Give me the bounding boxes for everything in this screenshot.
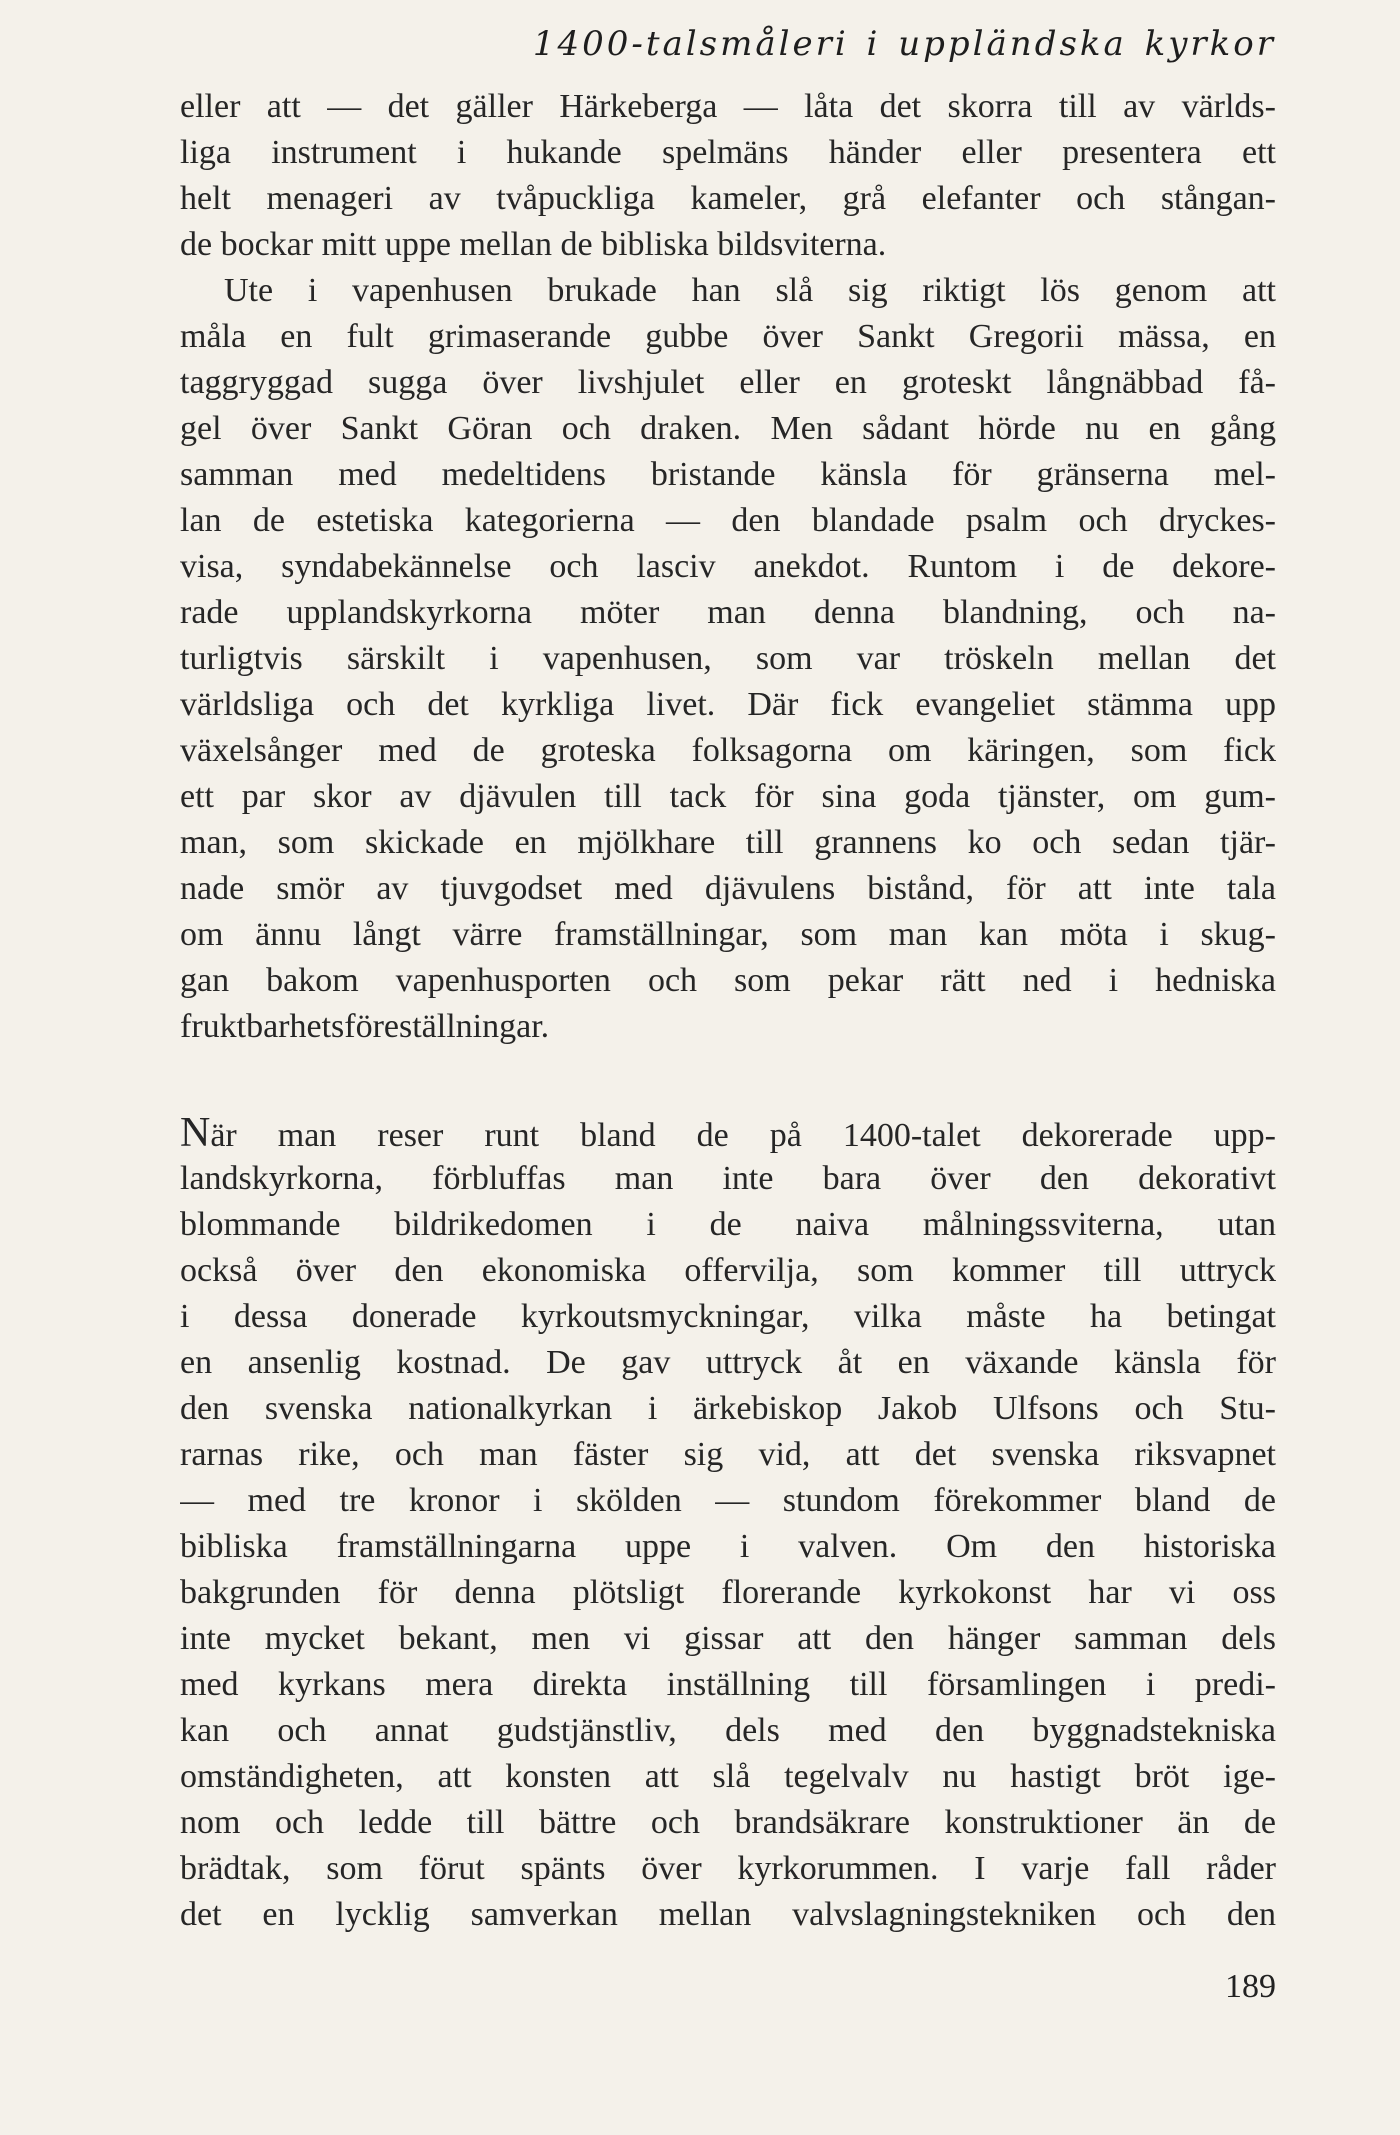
paragraph-3 [180, 1110, 1276, 1938]
text-line: fruktbarhetsföreställningar. [180, 1008, 550, 1045]
drop-cap: N [180, 1110, 211, 1156]
text-line: måla en fult grimaserande gubbe över Sankt Gregorii mässa, en [180, 318, 1276, 355]
text-line: — med tre kronor i skölden — stundom förekommer bland de [180, 1482, 1276, 1519]
page-number: 189 [1225, 1968, 1276, 2005]
text-line-first [180, 1110, 1276, 1156]
text-line: turligtvis särskilt i vapenhusen, som var tröskeln mellan det [180, 640, 1276, 677]
text-line: bibliska framställningarna uppe i valven. Om den historiska [180, 1528, 1276, 1565]
text-line: taggryggad sugga över livshjulet eller en groteskt långnäbbad få- [180, 364, 1276, 401]
text-line: också över den ekonomiska offervilja, som kommer till uttryck [180, 1252, 1276, 1289]
text-line: blommande bildrikedomen i de naiva målningssviterna, utan [180, 1206, 1276, 1243]
text-line: landskyrkorna, förbluffas man inte bara över den dekorativt [180, 1160, 1276, 1197]
text-line: omständigheten, att konsten att slå tegelvalv nu hastigt bröt ige- [180, 1758, 1276, 1795]
paragraph-2 [180, 268, 1276, 1050]
text-line: eller att — det gäller Härkeberga — låta det skorra till av världs- [180, 88, 1276, 125]
text-line: den svenska nationalkyrkan i ärkebiskop Jakob Ulfsons och Stu- [180, 1390, 1276, 1427]
text-line: nade smör av tjuvgodset med djävulens bistånd, för att inte tala [180, 870, 1276, 907]
text-line: om ännu långt värre framställningar, som man kan möta i skug- [180, 916, 1276, 953]
text-line: inte mycket bekant, men vi gissar att den hänger samman dels [180, 1620, 1276, 1657]
text-line: gan bakom vapenhusporten och som pekar rätt ned i hedniska [180, 962, 1276, 999]
text-line: med kyrkans mera direkta inställning till församlingen i predi- [180, 1666, 1276, 1703]
text-line-rest: är man reser runt bland de på 1400-talet dekorerade upp- [210, 1117, 1276, 1154]
text-line: rade upplandskyrkorna möter man denna blandning, och na- [180, 594, 1276, 631]
text-line: de bockar mitt uppe mellan de bibliska bildsviterna. [180, 226, 887, 263]
text-line: ett par skor av djävulen till tack för sina goda tjänster, om gum- [180, 778, 1276, 815]
text-line: rarnas rike, och man fäster sig vid, att det svenska riksvapnet [180, 1436, 1276, 1473]
text-line: det en lycklig samverkan mellan valvslagningstekniken och den [180, 1896, 1276, 1933]
text-line: växelsånger med de groteska folksagorna om käringen, som fick [180, 732, 1276, 769]
text-line: man, som skickade en mjölkhare till grannens ko och sedan tjär- [180, 824, 1276, 861]
text-line: lan de estetiska kategorierna — den blandade psalm och dryckes- [180, 502, 1276, 539]
paragraph-1 [180, 84, 1276, 268]
text-line: kan och annat gudstjänstliv, dels med den byggnadstekniska [180, 1712, 1276, 1749]
text-line: i dessa donerade kyrkoutsmyckningar, vilka måste ha betingat [180, 1298, 1276, 1335]
text-line: samman med medeltidens bristande känsla för gränserna mel- [180, 456, 1276, 493]
text-line: visa, syndabekännelse och lasciv anekdot. Runtom i de dekore- [180, 548, 1276, 585]
text-line: liga instrument i hukande spelmäns händer eller presentera ett [180, 134, 1276, 171]
text-line: en ansenlig kostnad. De gav uttryck åt en växande känsla för [180, 1344, 1276, 1381]
text-line: brädtak, som förut spänts över kyrkorummen. I varje fall råder [180, 1850, 1276, 1887]
text-line: gel över Sankt Göran och draken. Men sådant hörde nu en gång [180, 410, 1276, 447]
running-head-title: 1400-talsmåleri i uppländska kyrkor [532, 24, 1276, 64]
text-line: helt menageri av tvåpuckliga kameler, grå elefanter och stångan- [180, 180, 1276, 217]
text-line: världsliga och det kyrkliga livet. Där fick evangeliet stämma upp [180, 686, 1276, 723]
text-line: Ute i vapenhusen brukade han slå sig riktigt lös genom att [224, 272, 1276, 309]
text-line: bakgrunden för denna plötsligt florerande kyrkokonst har vi oss [180, 1574, 1276, 1611]
text-line: nom och ledde till bättre och brandsäkrare konstruktioner än de [180, 1804, 1276, 1841]
